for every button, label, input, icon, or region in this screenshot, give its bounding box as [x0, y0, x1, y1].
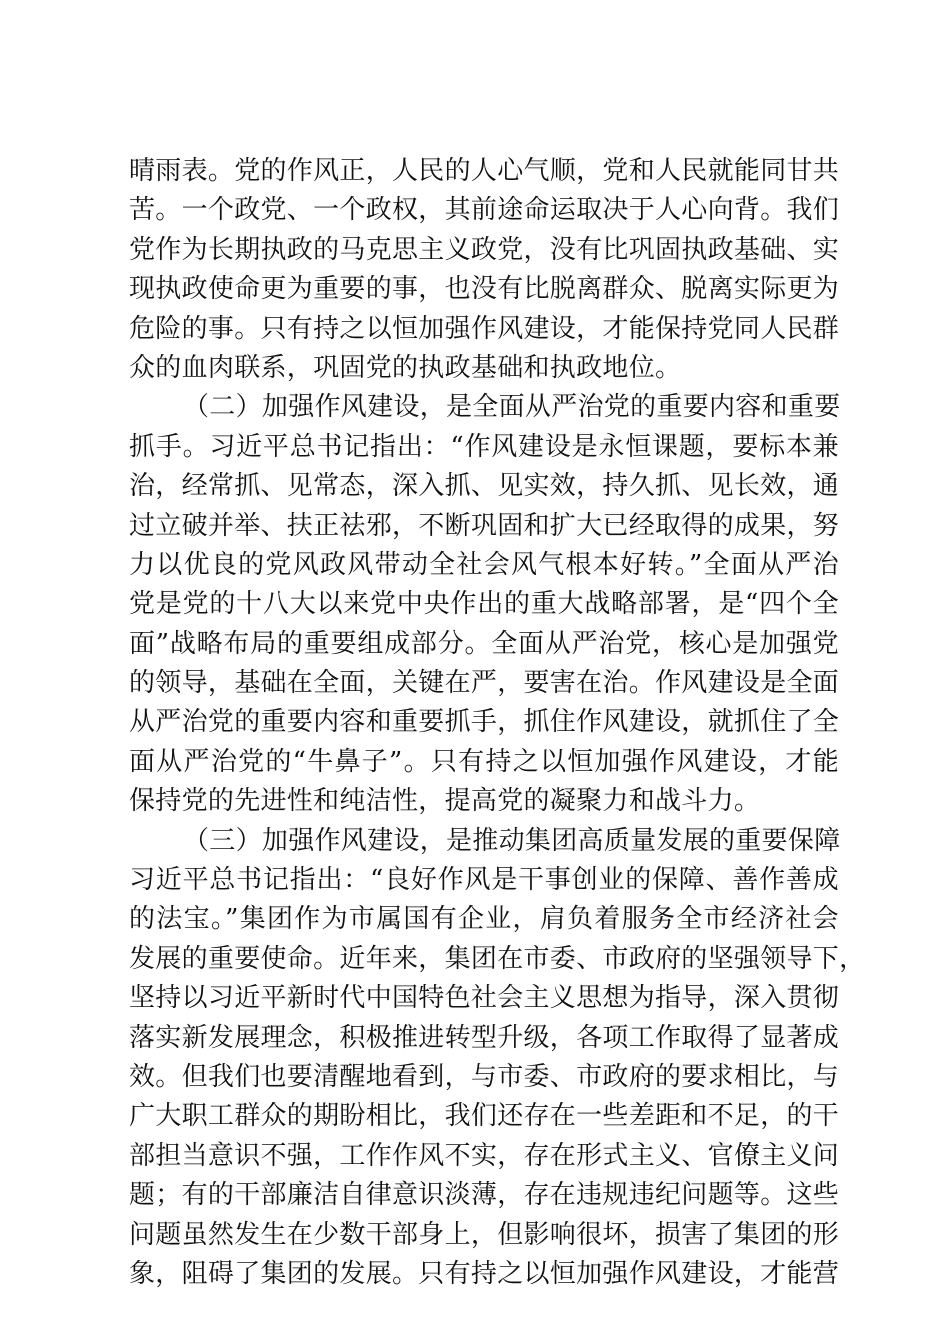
section-heading-line: （三）加强作风建设，是推动集团高质量发展的重要保障 [183, 825, 841, 856]
body-text-line: 抓手。习近平总书记指出：“作风建设是永恒课题，要标本兼 [129, 431, 839, 462]
body-text-line: 众的血肉联系，巩固党的执政基础和执政地位。 [129, 352, 682, 383]
body-text-line: 面”战略布局的重要组成部分。全面从严治党，核心是加强党 [129, 628, 839, 659]
body-text-line: 效。但我们也要清醒地看到，与市委、市政府的要求相比，与 [129, 1061, 840, 1092]
body-text-line: 的法宝。”集团作为市属国有企业，肩负着服务全市经济社会 [129, 904, 839, 935]
body-text-line: 习近平总书记指出：“良好作风是干事创业的保障、善作善成 [129, 865, 839, 896]
body-text-line: 面从严治党的“牛鼻子”。只有持之以恒加强作风建设，才能 [129, 746, 839, 777]
body-text-line: 现执政使命更为重要的事，也没有比脱离群众、脱离实际更为 [129, 274, 840, 305]
body-text-line: 危险的事。只有持之以恒加强作风建设，才能保持党同人民群 [129, 313, 840, 344]
body-text-line: 问题虽然发生在少数干部身上，但影响很坏，损害了集团的形 [129, 1219, 840, 1250]
body-text-line: 过立破并举、扶正祛邪，不断巩固和扩大已经取得的成果，努 [129, 510, 840, 541]
body-text-line: 部担当意识不强，工作作风不实，存在形式主义、官僚主义问 [129, 1140, 840, 1171]
body-text-line: 晴雨表。党的作风正，人民的人心气顺，党和人民就能同甘共 [129, 156, 840, 186]
body-text-line: 题；有的干部廉洁自律意识淡薄，存在违规违纪问题等。这些 [129, 1180, 840, 1211]
body-text-line: 发展的重要使命。近年来，集团在市委、市政府的坚强领导下， [129, 943, 866, 974]
body-text-line: 苦。一个政党、一个政权，其前途命运取决于人心向背。我们 [129, 195, 840, 226]
body-text-line: 党是党的十八大以来党中央作出的重大战略部署，是“四个全 [129, 589, 839, 620]
body-text-line: 从严治党的重要内容和重要抓手，抓住作风建设，就抓住了全 [129, 707, 840, 738]
body-text-line: 落实新发展理念，积极推进转型升级，各项工作取得了显著成 [129, 1022, 840, 1053]
section-heading-line: （二）加强作风建设，是全面从严治党的重要内容和重要 [183, 392, 841, 423]
body-text-line: 广大职工群众的期盼相比，我们还存在一些差距和不足，的干 [129, 1101, 840, 1132]
body-text-line: 保持党的先进性和纯洁性，提高党的凝聚力和战斗力。 [129, 786, 761, 817]
body-text-line: 象，阻碍了集团的发展。只有持之以恒加强作风建设，才能营 [129, 1258, 840, 1289]
body-text-line: 党作为长期执政的马克思主义政党，没有比巩固执政基础、实 [129, 234, 840, 265]
body-text-line: 治，经常抓、见常态，深入抓、见实效，持久抓、见长效，通 [129, 471, 840, 502]
document-body-text [129, 152, 866, 1294]
body-text-line: 力以优良的党风政风带动全社会风气根本好转。”全面从严治 [129, 549, 839, 580]
body-text-line: 的领导，基础在全面，关键在严，要害在治。作风建设是全面 [129, 668, 840, 699]
body-text-line: 坚持以习近平新时代中国特色社会主义思想为指导，深入贯彻 [129, 983, 840, 1014]
